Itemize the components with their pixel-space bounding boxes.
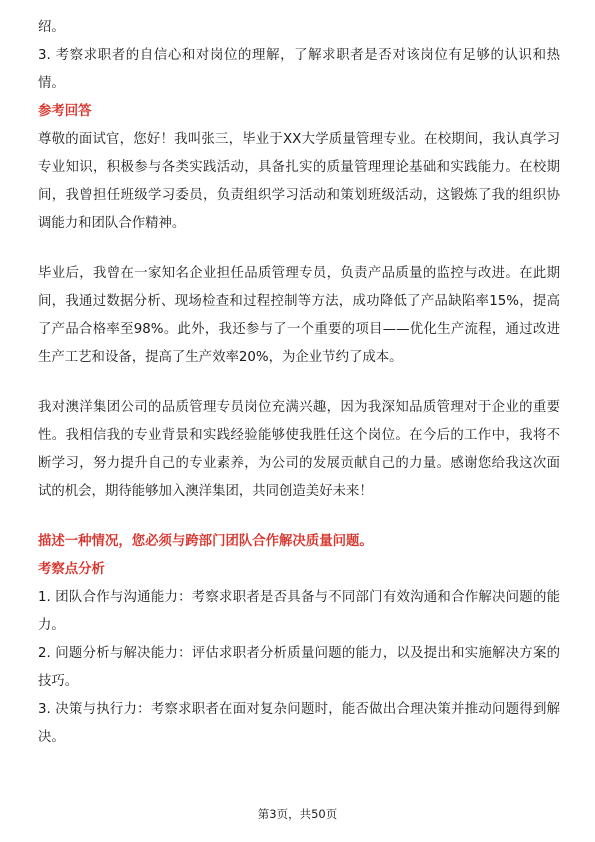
section-heading: 参考回答 [38,104,92,119]
answer-paragraph-3: 我对澳洋集团公司的品质管理专员岗位充满兴趣，因为我深知品质管理对于企业的重要性。我相信我的专业背景和实践经验能够使我胜任这个岗位。在今后的工作中，我将不断学习，努力提升自己的专业素养，为公司的发展贡献自己的力量。感谢您给我这次面试的机会，期待能够加入澳洋集团，共同创造美好未来！ [38,400,560,499]
analysis-heading: 考察点分析 [38,562,105,577]
answer-paragraph-1: 尊敬的面试官，您好！我叫张三，毕业于XX大学质量管理专业。在校期间，我认真学习专业知识，积极参与各类实践活动，具备扎实的质量管理理论基础和实践能力。在校期间，我曾担任班级学习委员，负责组织学习活动和策划班级活动，这锻炼了我的组织协调能力和团队合作精神。 [38,132,560,231]
analysis-item: 1. 团队合作与沟通能力：考察求职者是否具备与不同部门有效沟通和合作解决问题的能力。 [38,590,560,633]
page-number: 第3页，共50页 [257,807,338,821]
question-title: 描述一种情况，您必须与跨部门团队合作解决质量问题。 [38,534,373,549]
analysis-item: 3. 决策与执行力：考察求职者在面对复杂问题时，能否做出合理决策并推动问题得到解决。 [38,702,560,745]
document-page [38,14,560,752]
analysis-item: 2. 问题分析与解决能力：评估求职者分析质量问题的能力，以及提出和实施解决方案的技巧。 [38,646,560,689]
analysis-item-3: 3. 考察求职者的自信心和对岗位的理解，了解求职者是否对该岗位有足够的认识和热情。 [38,48,560,91]
text-line: 绍。 [38,20,65,35]
answer-paragraph-2: 毕业后，我曾在一家知名企业担任品质管理专员，负责产品质量的监控与改进。在此期间，我通过数据分析、现场检查和过程控制等方法，成功降低了产品缺陷率15%，提高了产品合格率至98%。此外，我还参与了一个重要的项目——优化生产流程，通过改进生产工艺和设备，提高了生产效率20%，为企业节约了成本。 [38,266,560,365]
